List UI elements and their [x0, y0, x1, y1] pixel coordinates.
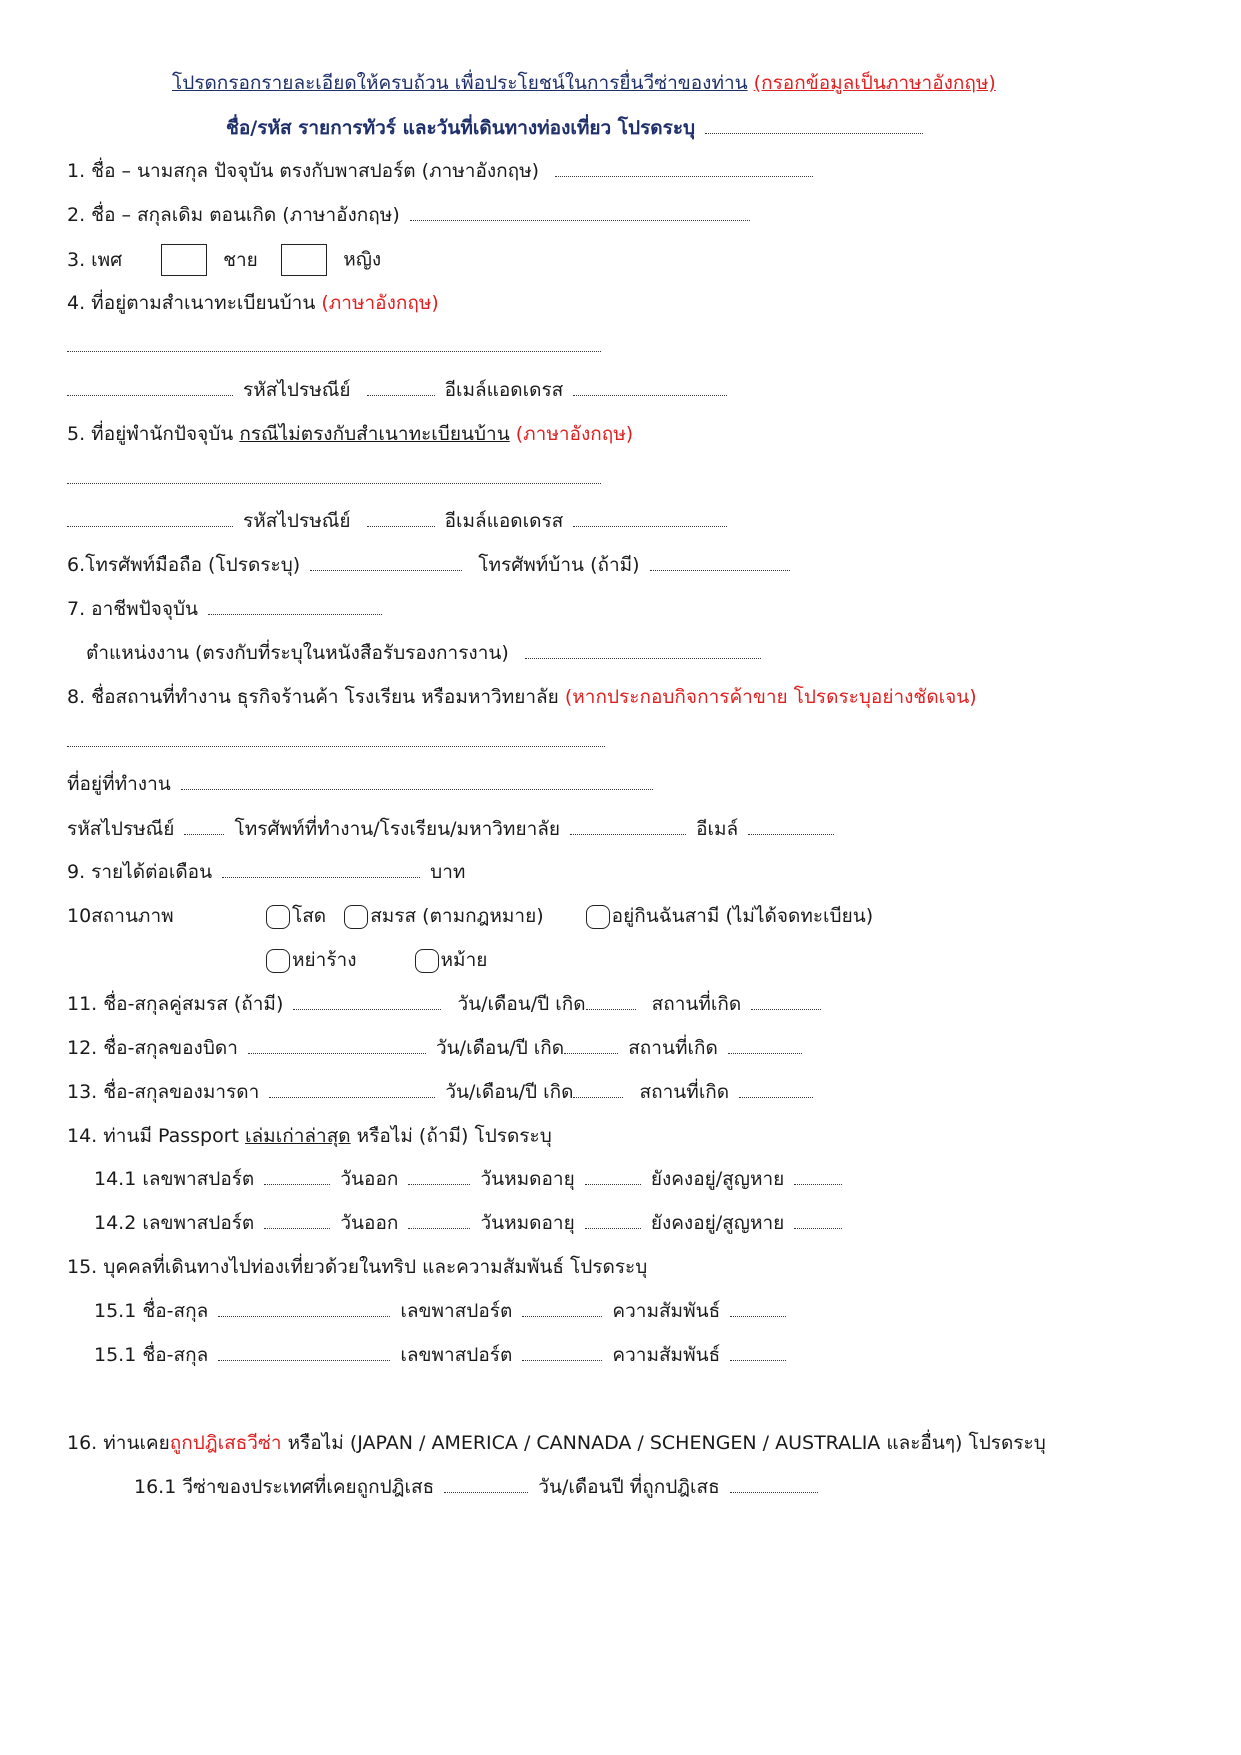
q15-1-relation-label: ความสัมพันธ์: [612, 1300, 721, 1322]
q16-1-country-label: 16.1 วีซ่าของประเทศที่เคยถูกปฎิเสธ: [134, 1476, 435, 1498]
q13-dob-label: วัน/เดือน/ปี เกิด: [445, 1081, 574, 1103]
q14-2-row: [94, 1210, 846, 1236]
header-line-2: [226, 115, 927, 141]
q15-row: [67, 1254, 647, 1280]
q8-work-address-label: ที่อยู่ที่ทำงาน: [67, 773, 171, 795]
q12-dob-label: วัน/เดือน/ปี เกิด: [436, 1037, 565, 1059]
status-cohabiting-label: อยู่กินฉันสามี (ไม่ได้จดทะเบียน): [611, 905, 874, 927]
q14-1-issue-label: วันออก: [340, 1168, 399, 1190]
q5-address-line-2[interactable]: [67, 508, 233, 527]
q8-address-row: [67, 771, 657, 797]
q1-row: [67, 158, 817, 184]
q8-contact-row: [67, 816, 838, 842]
q12-name-field[interactable]: [248, 1035, 426, 1054]
q7-position-row: [86, 640, 765, 666]
q14-1-expire-label: วันหมดอายุ: [480, 1168, 575, 1190]
q2-row: [67, 202, 754, 228]
q13-pob-label: สถานที่เกิด: [639, 1081, 730, 1103]
q11-dob-field[interactable]: [586, 991, 636, 1010]
q8-work-address-field[interactable]: [181, 771, 653, 790]
status-divorced-label: หย่าร้าง: [292, 949, 357, 971]
q10-options-row-2: [266, 947, 487, 973]
q14-1-status-label: ยังคงอยู่/สูญหาย: [650, 1168, 785, 1190]
q14-2-status-label: ยังคงอยู่/สูญหาย: [650, 1212, 785, 1234]
q4-row-2: [67, 377, 731, 403]
q2-label: 2. ชื่อ – สกุลเดิม ตอนเกิด (ภาษาอังกฤษ): [67, 204, 400, 226]
q15-2-passport-field[interactable]: [522, 1342, 602, 1361]
female-label: หญิง: [343, 248, 382, 271]
q13-label: 13. ชื่อ-สกุลของมารดา: [67, 1081, 260, 1103]
header-instruction-red: (กรอกข้อมูลเป็นภาษาอังกฤษ): [753, 72, 996, 94]
q14-2-issue-field[interactable]: [408, 1210, 470, 1229]
q5-email-field[interactable]: [573, 508, 727, 527]
q14-row: [67, 1123, 552, 1149]
q13-name-field[interactable]: [269, 1079, 435, 1098]
q16-1-date-label: วัน/เดือนปี ที่ถูกปฎิเสธ: [538, 1476, 720, 1498]
female-checkbox[interactable]: [281, 244, 327, 276]
q8-postcode-label: รหัสไปรษณีย์: [67, 818, 175, 840]
q8-label-red: (หากประกอบกิจการค้าขาย โปรดระบุอย่างชัดเจน): [564, 686, 977, 708]
q8-work-phone-field[interactable]: [570, 816, 686, 835]
q15-1-passport-label: เลขพาสปอร์ต: [400, 1300, 513, 1322]
q14-label-underlined: เล่มเก่าล่าสุด: [245, 1125, 351, 1147]
q7-row: [67, 596, 386, 622]
q4-email-label: อีเมล์แอดเดรส: [444, 379, 564, 401]
q14-1-row: [94, 1166, 846, 1192]
q4-label-red: (ภาษาอังกฤษ): [321, 292, 439, 314]
q5-row-2: [67, 508, 731, 534]
q9-income-field[interactable]: [222, 859, 420, 878]
male-label: ชาย: [223, 248, 258, 271]
q9-row: [67, 859, 465, 885]
q14-2-expire-label: วันหมดอายุ: [480, 1212, 575, 1234]
q14-1-status-field[interactable]: [794, 1166, 842, 1185]
q14-1-number-field[interactable]: [264, 1166, 330, 1185]
q16-label-red: ถูกปฎิเสธวีซ่า: [169, 1432, 282, 1454]
q5-row: [67, 421, 633, 447]
q15-label: 15. บุคคลที่เดินทางไปท่องเที่ยวด้วยในทริป และความสัมพันธ์ โปรดระบุ: [67, 1256, 648, 1278]
q11-pob-label: สถานที่เกิด: [651, 993, 742, 1015]
q5-postcode-field[interactable]: [367, 508, 435, 527]
q15-2-relation-label: ความสัมพันธ์: [612, 1344, 721, 1366]
q9-label: 9. รายได้ต่อเดือน: [67, 861, 213, 883]
q10-label-row: [67, 903, 174, 929]
q14-2-expire-field[interactable]: [585, 1210, 641, 1229]
q7-position-field[interactable]: [525, 640, 761, 659]
q16-label-b: หรือไม่ (JAPAN / AMERICA / CANNADA / SCHENGEN / AUSTRALIA และอื่นๆ) โปรดระบุ: [287, 1432, 1046, 1454]
q4-email-field[interactable]: [573, 377, 727, 396]
q8-row: [67, 684, 977, 710]
header-line-1: [172, 70, 996, 96]
q11-dob-label: วัน/เดือน/ปี เกิด: [457, 993, 586, 1015]
q6-mobile-field[interactable]: [310, 552, 462, 571]
q11-name-field[interactable]: [293, 991, 441, 1010]
q6-mobile-label: 6.โทรศัพท์มือถือ (โปรดระบุ): [67, 554, 301, 576]
q8-work-phone-label: โทรศัพท์ที่ทำงาน/โรงเรียน/มหาวิทยาลัย: [234, 818, 561, 840]
q8-email-field[interactable]: [748, 816, 834, 835]
q4-address-line-1[interactable]: [67, 350, 601, 352]
q4-postcode-field[interactable]: [367, 377, 435, 396]
q1-field[interactable]: [555, 158, 813, 177]
q12-dob-field[interactable]: [564, 1035, 618, 1054]
q16-label-a: 16. ท่านเคย: [67, 1432, 170, 1454]
q1-label: 1. ชื่อ – นามสกุล ปัจจุบัน ตรงกับพาสปอร์ต (ภาษาอังกฤษ): [67, 160, 540, 182]
q4-row: [67, 290, 439, 316]
q5-label-underlined: กรณีไม่ตรงกับสำเนาทะเบียนบ้าน: [239, 423, 510, 445]
q6-home-label: โทรศัพท์บ้าน (ถ้ามี): [478, 554, 640, 576]
q12-row: [67, 1035, 806, 1061]
q14-1-number-label: 14.1 เลขพาสปอร์ต: [94, 1168, 255, 1190]
q15-1-name-field[interactable]: [218, 1298, 390, 1317]
q9-unit: บาท: [430, 861, 466, 883]
q13-dob-field[interactable]: [573, 1079, 623, 1098]
q16-1-row: [134, 1474, 822, 1500]
q4-postcode-label: รหัสไปรษณีย์: [243, 379, 351, 401]
q15-2-name-field[interactable]: [218, 1342, 390, 1361]
q15-1-relation-field[interactable]: [730, 1298, 786, 1317]
q14-2-number-label: 14.2 เลขพาสปอร์ต: [94, 1212, 255, 1234]
q11-row: [67, 991, 825, 1017]
status-married-label: สมรส (ตามกฎหมาย): [370, 905, 544, 927]
q4-address-line-2[interactable]: [67, 377, 233, 396]
status-divorced-checkbox[interactable]: [266, 949, 290, 973]
q8-postcode-field[interactable]: [184, 816, 224, 835]
q15-1-name-label: 15.1 ชื่อ-สกุล: [94, 1300, 209, 1322]
q5-label: 5. ที่อยู่พำนักปัจจุบัน: [67, 423, 234, 445]
tour-info-label: ชื่อ/รหัส รายการทัวร์ และวันที่เดินทางท่องเที่ยว โปรดระบุ: [226, 117, 696, 139]
q16-row: [67, 1430, 1046, 1456]
q5-email-label: อีเมล์แอดเดรส: [444, 510, 564, 532]
q11-pob-field[interactable]: [751, 991, 821, 1010]
q6-home-field[interactable]: [650, 552, 790, 571]
q15-1-passport-field[interactable]: [522, 1298, 602, 1317]
q15-1-row: [94, 1298, 790, 1324]
q15-2-relation-field[interactable]: [730, 1342, 786, 1361]
q14-1-issue-field[interactable]: [408, 1166, 470, 1185]
q8-email-label: อีเมล์: [696, 818, 739, 840]
q6-row: [67, 552, 794, 578]
q7-position-label: ตำแหน่งงาน (ตรงกับที่ระบุในหนังสือรับรองการงาน): [86, 642, 509, 664]
status-single-checkbox[interactable]: [266, 905, 290, 929]
q12-pob-field[interactable]: [728, 1035, 802, 1054]
tour-info-field[interactable]: [705, 115, 923, 134]
q12-pob-label: สถานที่เกิด: [628, 1037, 718, 1059]
q15-2-passport-label: เลขพาสปอร์ต: [400, 1344, 513, 1366]
q16-1-country-field[interactable]: [444, 1474, 528, 1493]
q7-occupation-field[interactable]: [208, 596, 382, 615]
q10-options-row-1: [266, 903, 873, 929]
q2-field[interactable]: [410, 202, 750, 221]
q14-1-expire-field[interactable]: [585, 1166, 641, 1185]
status-cohabiting-checkbox[interactable]: [586, 905, 610, 929]
q14-2-issue-label: วันออก: [340, 1212, 399, 1234]
q14-2-status-field[interactable]: [794, 1210, 842, 1229]
q5-label-red: (ภาษาอังกฤษ): [515, 423, 634, 445]
q12-label: 12. ชื่อ-สกุลของบิดา: [67, 1037, 238, 1059]
q3-label: 3. เพศ: [67, 248, 123, 271]
q5-postcode-label: รหัสไปรษณีย์: [243, 510, 351, 532]
status-widowed-label: หม้าย: [440, 949, 488, 971]
q14-label-a: 14. ท่านมี Passport: [67, 1125, 239, 1147]
q4-label: 4. ที่อยู่ตามสำเนาทะเบียนบ้าน: [67, 292, 316, 314]
q8-workplace-name-field[interactable]: [67, 745, 605, 747]
q10-label: 10สถานภาพ: [67, 905, 174, 927]
q13-pob-field[interactable]: [739, 1079, 813, 1098]
q5-address-line-1[interactable]: [67, 482, 601, 484]
q13-row: [67, 1079, 817, 1105]
q14-label-b: หรือไม่ (ถ้ามี) โปรดระบุ: [356, 1125, 552, 1147]
q16-1-date-field[interactable]: [730, 1474, 818, 1493]
status-single-label: โสด: [292, 905, 327, 927]
q15-2-name-label: 15.1 ชื่อ-สกุล: [94, 1344, 209, 1366]
q11-label: 11. ชื่อ-สกุลคู่สมรส (ถ้ามี): [67, 993, 284, 1015]
male-checkbox[interactable]: [161, 244, 207, 276]
q14-2-number-field[interactable]: [264, 1210, 330, 1229]
q15-2-row: [94, 1342, 790, 1368]
status-widowed-checkbox[interactable]: [415, 949, 439, 973]
header-instruction: โปรดกรอกรายละเอียดให้ครบถ้วน เพื่อประโยชน์ในการยื่นวีซ่าของท่าน: [172, 72, 748, 94]
status-married-checkbox[interactable]: [344, 905, 368, 929]
q7-label: 7. อาชีพปัจจุบัน: [67, 598, 199, 620]
q3-row: [67, 244, 381, 276]
q8-label: 8. ชื่อสถานที่ทำงาน ธุรกิจร้านค้า โรงเรียน หรือมหาวิทยาลัย: [67, 686, 559, 708]
